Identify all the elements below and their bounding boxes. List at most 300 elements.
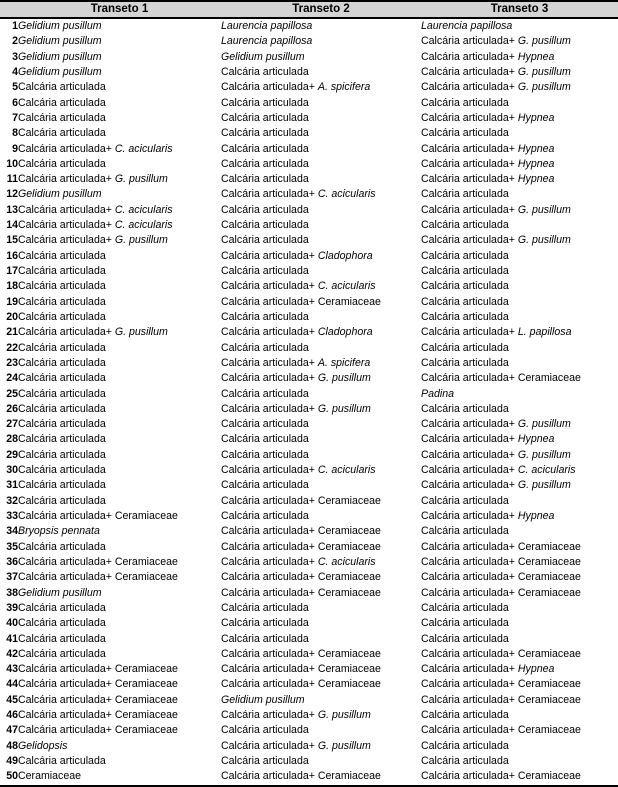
cell-text: Calcária articulada+ xyxy=(421,510,518,522)
transeto-2-cell xyxy=(221,417,421,432)
transeto-3-cell xyxy=(421,708,618,723)
transeto-2-cell xyxy=(221,540,421,555)
cell-text: Calcária articulada+ Ceramiaceae xyxy=(421,586,581,599)
table-row xyxy=(0,662,618,677)
cell-text: Calcária articulada+ xyxy=(221,464,318,477)
transeto-2-cell xyxy=(221,601,421,616)
cell-text: Calcária articulada+ xyxy=(421,35,518,48)
transeto-1-cell xyxy=(18,279,221,294)
cell-text: Calcária articulada+ xyxy=(221,326,318,339)
cell-text: Gelidopsis xyxy=(18,739,68,752)
cell-text: Calcária articulada xyxy=(18,617,106,630)
species-name: Cladophora xyxy=(317,249,373,262)
transeto-1-cell xyxy=(18,555,221,570)
row-number: 37 xyxy=(6,571,18,584)
table-row xyxy=(0,647,618,662)
cell-text: Calcária articulada+ xyxy=(421,81,518,94)
transeto-1-cell xyxy=(18,509,221,524)
transeto-3-cell xyxy=(421,432,618,447)
cell-text: Calcária articulada xyxy=(18,448,106,461)
cell-text: Calcária articulada+ Ceramiaceae xyxy=(421,770,581,783)
transeto-1-cell xyxy=(18,172,221,187)
cell-text: Calcária articulada xyxy=(421,739,509,752)
cell-text: Calcária articulada xyxy=(18,647,106,660)
cell-text: Laurencia papillosa xyxy=(221,20,313,32)
cell-text: Calcária articulada+ Ceramiaceae xyxy=(221,770,381,783)
transeto-3-cell xyxy=(421,18,618,34)
cell-text: Calcária articulada xyxy=(18,96,106,109)
cell-text: Calcária articulada+ Ceramiaceae xyxy=(221,295,381,308)
transeto-2-cell xyxy=(221,570,421,585)
transeto-1-cell xyxy=(18,570,221,585)
transeto-2-cell xyxy=(221,203,421,218)
cell-text: Calcária articulada xyxy=(18,310,106,323)
cell-text: Calcária articulada xyxy=(18,356,106,369)
table-row xyxy=(0,387,618,402)
table-row xyxy=(0,723,618,738)
transeto-1-cell xyxy=(18,34,221,49)
cell-text: Calcária articulada+ xyxy=(18,203,115,216)
cell-text: Calcária articulada xyxy=(221,234,309,247)
cell-text: Calcária articulada xyxy=(221,341,309,354)
table-row xyxy=(0,187,618,202)
transeto-3-cell xyxy=(421,295,618,310)
cell-text: Calcária articulada+ Ceramiaceae xyxy=(421,724,581,737)
transeto-2-cell xyxy=(221,279,421,294)
row-number: 38 xyxy=(6,586,18,599)
table-row xyxy=(0,65,618,80)
cell-text: Calcária articulada xyxy=(18,387,106,400)
row-number: 3 xyxy=(12,50,18,63)
cell-text: Calcária articulada xyxy=(18,402,106,415)
cell-text: Calcária articulada xyxy=(421,219,509,232)
cell-text: Calcária articulada+ xyxy=(18,142,115,155)
table-row xyxy=(0,693,618,708)
cell-text: Calcária articulada xyxy=(221,433,309,446)
cell-text: Calcária articulada+ xyxy=(421,157,518,170)
cell-text: Calcária articulada xyxy=(221,510,309,522)
cell-text: Calcária articulada xyxy=(421,265,509,277)
cell-text: Calcária articulada xyxy=(221,219,309,232)
transeto-3-cell xyxy=(421,325,618,340)
cell-text: Calcária articulada+ xyxy=(421,142,518,155)
transeto-2-cell xyxy=(221,126,421,141)
cell-text: Calcária articulada+ xyxy=(421,418,518,431)
cell-text: Calcária articulada+ xyxy=(421,203,518,216)
cell-text: Calcária articulada+ Ceramiaceae xyxy=(221,540,381,553)
transeto-1-cell xyxy=(18,432,221,447)
row-number: 7 xyxy=(12,111,18,124)
cell-text: Calcária articulada+ xyxy=(421,479,518,492)
transeto-1-cell xyxy=(18,739,221,754)
species-name: G. pusillum xyxy=(317,402,371,415)
cell-text: Gelidium pusillum xyxy=(18,50,102,63)
transeto-3-cell xyxy=(421,172,618,187)
species-name: G. pusillum xyxy=(317,709,371,722)
transeto-1-cell xyxy=(18,341,221,356)
cell-text: Calcária articulada+ Ceramiaceae xyxy=(221,494,381,507)
transeto-3-cell xyxy=(421,478,618,493)
transeto-3-cell xyxy=(421,616,618,631)
transeto-2-cell xyxy=(221,677,421,692)
row-number: 13 xyxy=(6,203,18,216)
cell-text: Laurencia papillosa xyxy=(421,20,513,32)
transeto-3-cell xyxy=(421,555,618,570)
transeto-2-cell xyxy=(221,448,421,463)
cell-text: Calcária articulada xyxy=(18,111,106,124)
row-number: 50 xyxy=(0,769,18,785)
table-row xyxy=(0,111,618,126)
table-row xyxy=(0,754,618,769)
cell-text: Calcária articulada+ xyxy=(221,249,318,262)
transeto-3-cell xyxy=(421,310,618,325)
row-number: 23 xyxy=(6,356,18,369)
transeto-1-cell xyxy=(18,157,221,172)
species-name: G. pusillum xyxy=(317,739,371,752)
table-row xyxy=(0,325,618,340)
transeto-2-cell xyxy=(221,662,421,677)
row-number: 26 xyxy=(6,402,18,415)
cell-text: Calcária articulada xyxy=(18,265,106,277)
cell-text: Calcária articulada+ xyxy=(421,173,518,186)
table-row xyxy=(0,708,618,723)
cell-text: Gelidium pusillum xyxy=(18,188,102,201)
row-number: 39 xyxy=(6,601,18,614)
table-row xyxy=(0,524,618,539)
row-number: 15 xyxy=(6,234,18,247)
transeto-3-cell xyxy=(421,111,618,126)
table-row xyxy=(0,356,618,371)
transeto-2-cell xyxy=(221,96,421,111)
species-name: C. acicularis xyxy=(114,142,173,155)
cell-text: Calcária articulada xyxy=(18,249,106,262)
row-number: 29 xyxy=(6,448,18,461)
transeto-1-cell xyxy=(18,203,221,218)
transeto-3-cell xyxy=(421,723,618,738)
cell-text: Calcária articulada+ xyxy=(221,555,318,568)
transeto-1-cell xyxy=(18,187,221,202)
table-row xyxy=(0,509,618,524)
cell-text: Calcária articulada xyxy=(421,280,509,293)
transeto-1-cell xyxy=(18,387,221,402)
cell-text: Calcária articulada+ Ceramiaceae xyxy=(421,372,581,385)
row-number: 8 xyxy=(12,127,18,140)
species-name: G. pusillum xyxy=(517,418,571,431)
header-row xyxy=(0,1,618,18)
cell-text: Calcária articulada+ Ceramiaceae xyxy=(18,571,178,584)
transeto-2-cell xyxy=(221,555,421,570)
transeto-2-cell xyxy=(221,341,421,356)
cell-text: Gelidium pusillum xyxy=(18,586,102,599)
table-row xyxy=(0,371,618,386)
cell-text: Calcária articulada+ xyxy=(221,739,318,752)
transeto-2-cell xyxy=(221,693,421,708)
transeto-2-cell xyxy=(221,754,421,769)
transeto-2-cell xyxy=(221,325,421,340)
cell-text: Calcária articulada xyxy=(421,617,509,630)
cell-text: Calcária articulada xyxy=(18,280,106,293)
species-name: G. pusillum xyxy=(517,448,571,461)
cell-text: Calcária articulada xyxy=(221,632,309,645)
table-row xyxy=(0,494,618,509)
cell-text: Calcária articulada xyxy=(18,372,106,385)
transeto-2-cell xyxy=(221,157,421,172)
row-number: 19 xyxy=(6,295,18,308)
row-number: 4 xyxy=(12,65,18,78)
cell-text: Calcária articulada+ xyxy=(221,372,318,385)
row-number: 11 xyxy=(6,173,18,186)
row-number: 48 xyxy=(6,739,18,752)
species-name: C. acicularis xyxy=(317,188,376,201)
transeto-3-cell xyxy=(421,677,618,692)
transeto-3-cell xyxy=(421,371,618,386)
transeto-3-cell xyxy=(421,187,618,202)
cell-text: Calcária articulada+ xyxy=(18,234,115,247)
transeto-2-cell xyxy=(221,142,421,157)
row-number: 45 xyxy=(6,693,18,706)
cell-text: Calcária articulada xyxy=(221,601,309,614)
cell-text: Calcária articulada+ xyxy=(421,326,518,339)
transeto-2-cell xyxy=(221,632,421,647)
table-row xyxy=(0,463,618,478)
row-number: 47 xyxy=(6,724,18,737)
cell-text: Gelidium pusillum xyxy=(221,50,305,63)
transeto-3-cell xyxy=(421,769,618,785)
table-row xyxy=(0,172,618,187)
cell-text: Calcária articulada xyxy=(18,540,106,553)
cell-text: Calcária articulada+ xyxy=(18,326,115,339)
transeto-2-cell xyxy=(221,111,421,126)
species-name: C. acicularis xyxy=(317,555,376,568)
transeto-2-cell xyxy=(221,34,421,49)
cell-text: Calcária articulada xyxy=(221,755,309,767)
transeto-1-cell xyxy=(18,417,221,432)
table-row xyxy=(0,80,618,95)
cell-text: Calcária articulada xyxy=(18,341,106,354)
cell-text: Bryopsis pennata xyxy=(18,525,100,538)
row-number: 22 xyxy=(6,341,18,354)
transeto-2-cell xyxy=(221,723,421,738)
cell-text: Calcária articulada xyxy=(421,188,509,201)
transeto-3-cell xyxy=(421,739,618,754)
transeto-2-cell xyxy=(221,524,421,539)
transeto-3-cell xyxy=(421,356,618,371)
table-row xyxy=(0,632,618,647)
cell-text: Padina xyxy=(421,387,454,400)
table-row xyxy=(0,402,618,417)
row-number: 43 xyxy=(6,663,18,676)
row-number: 2 xyxy=(12,35,18,48)
cell-text: Calcária articulada+ Ceramiaceae xyxy=(421,693,581,706)
transeto-2-cell xyxy=(221,233,421,248)
cell-text: Calcária articulada xyxy=(18,479,106,492)
transeto-2-cell xyxy=(221,478,421,493)
cell-text: Calcária articulada+ Ceramiaceae xyxy=(421,540,581,553)
cell-text: Calcária articulada xyxy=(18,632,106,645)
cell-text: Calcária articulada+ Ceramiaceae xyxy=(18,693,178,706)
cell-text: Gelidium pusillum xyxy=(221,693,305,706)
transeto-1-cell xyxy=(18,402,221,417)
transeto-2-cell xyxy=(221,402,421,417)
table-row xyxy=(0,295,618,310)
cell-text: Calcária articulada xyxy=(421,755,509,767)
transeto-1-cell xyxy=(18,524,221,539)
cell-text: Laurencia papillosa xyxy=(221,35,313,48)
table-row xyxy=(0,616,618,631)
transeto-2-cell xyxy=(221,432,421,447)
transeto-1-cell xyxy=(18,647,221,662)
row-number: 10 xyxy=(6,157,18,170)
cell-text: Calcária articulada xyxy=(221,96,309,109)
transeto-1-cell xyxy=(18,494,221,509)
cell-text: Calcária articulada xyxy=(18,127,106,140)
row-number: 49 xyxy=(6,755,18,767)
row-number: 18 xyxy=(6,280,18,293)
transeto-1-cell xyxy=(18,18,221,34)
transeto-2-cell xyxy=(221,387,421,402)
transeto-2-cell xyxy=(221,172,421,187)
cell-text: Calcária articulada+ Ceramiaceae xyxy=(18,724,178,737)
transeto-3-cell xyxy=(421,233,618,248)
row-number: 17 xyxy=(6,265,18,277)
species-name: G. pusillum xyxy=(114,173,168,186)
transeto-2-cell xyxy=(221,371,421,386)
cell-text: Calcária articulada+ Ceramiaceae xyxy=(421,647,581,660)
transeto-1-cell xyxy=(18,218,221,233)
cell-text: Calcária articulada xyxy=(221,448,309,461)
transeto-1-cell xyxy=(18,448,221,463)
cell-text: Calcária articulada xyxy=(18,494,106,507)
transeto-3-cell xyxy=(421,142,618,157)
species-name: G. pusillum xyxy=(517,81,571,94)
transeto-3-cell xyxy=(421,80,618,95)
transeto-1-cell xyxy=(18,264,221,279)
cell-text: Calcária articulada+ Ceramiaceae xyxy=(221,647,381,660)
cell-text: Calcária articulada+ xyxy=(421,663,518,676)
transeto-2-cell xyxy=(221,708,421,723)
table-row xyxy=(0,142,618,157)
species-name: G. pusillum xyxy=(114,326,168,339)
row-number: 42 xyxy=(6,647,18,660)
cell-text: Calcária articulada xyxy=(18,433,106,446)
species-name: G. pusillum xyxy=(317,372,371,385)
row-number: 27 xyxy=(6,418,18,431)
cell-text: Gelidium pusillum xyxy=(18,20,102,32)
cell-text: Calcária articulada+ xyxy=(221,709,318,722)
transeto-1-cell xyxy=(18,356,221,371)
cell-text: Calcária articulada xyxy=(421,525,509,538)
species-name: G. pusillum xyxy=(517,479,571,492)
table-row xyxy=(0,586,618,601)
transeto-3-cell xyxy=(421,126,618,141)
transeto-1-cell xyxy=(18,142,221,157)
table-row xyxy=(0,34,618,49)
transeto-3-cell xyxy=(421,218,618,233)
cell-text: Ceramiaceae xyxy=(18,770,82,783)
table-row xyxy=(0,96,618,111)
row-number: 44 xyxy=(6,678,18,691)
row-number: 35 xyxy=(6,540,18,553)
cell-text: Calcária articulada xyxy=(221,724,309,737)
cell-text: Calcária articulada xyxy=(421,341,509,354)
transeto-2-cell xyxy=(221,356,421,371)
species-name: G. pusillum xyxy=(517,203,571,216)
table-row xyxy=(0,203,618,218)
table-row xyxy=(0,601,618,616)
species-name: L. papillosa xyxy=(517,326,572,339)
transeto-1-cell xyxy=(18,96,221,111)
row-number: 36 xyxy=(6,555,18,568)
cell-text: Calcária articulada xyxy=(221,479,309,492)
transeto-3-cell xyxy=(421,34,618,49)
transeto-3-cell xyxy=(421,524,618,539)
transeto-2-cell xyxy=(221,509,421,524)
cell-text: Calcária articulada xyxy=(18,295,106,308)
transeto-3-cell xyxy=(421,448,618,463)
transeto-3-cell xyxy=(421,417,618,432)
table-body xyxy=(0,18,618,786)
cell-text: Calcária articulada+ Ceramiaceae xyxy=(221,663,381,676)
cell-text: Calcária articulada xyxy=(421,127,509,140)
transeto-3-cell xyxy=(421,662,618,677)
cell-text: Calcária articulada xyxy=(421,494,509,507)
transeto-2-cell xyxy=(221,187,421,202)
cell-text: Calcária articulada xyxy=(421,402,509,415)
species-name: G. pusillum xyxy=(517,65,571,78)
cell-text: Calcária articulada+ xyxy=(18,173,115,186)
row-number: 16 xyxy=(6,249,18,262)
transeto-3-cell xyxy=(421,601,618,616)
transeto-3-cell xyxy=(421,249,618,264)
transeto-2-cell xyxy=(221,249,421,264)
cell-text: Calcária articulada+ xyxy=(221,402,318,415)
cell-text: Calcária articulada xyxy=(221,173,309,186)
row-number: 34 xyxy=(6,525,18,538)
transeto-1-cell xyxy=(18,478,221,493)
cell-text: Calcária articulada+ xyxy=(221,81,318,94)
species-name: C. acicularis xyxy=(517,464,576,477)
cell-text: Calcária articulada xyxy=(221,65,309,78)
cell-text: Calcária articulada xyxy=(18,601,106,614)
row-number: 28 xyxy=(6,433,18,446)
species-name: G. pusillum xyxy=(114,234,168,247)
species-name: Hypnea xyxy=(517,50,555,63)
transeto-1-cell xyxy=(18,249,221,264)
transeto-1-cell xyxy=(18,632,221,647)
transeto-3-cell xyxy=(421,50,618,65)
transeto-3-cell xyxy=(421,693,618,708)
transeto-2-cell xyxy=(221,647,421,662)
cell-text: Calcária articulada+ xyxy=(421,234,518,247)
transeto-3-cell xyxy=(421,632,618,647)
species-name: A. spicifera xyxy=(317,81,371,94)
transeto-2-cell xyxy=(221,80,421,95)
transeto-3-cell xyxy=(421,402,618,417)
cell-text: Calcária articulada xyxy=(421,601,509,614)
cell-text: Calcária articulada+ xyxy=(18,219,115,232)
cell-text: Calcária articulada+ xyxy=(221,280,318,293)
table-row xyxy=(0,157,618,172)
cell-text: Calcária articulada xyxy=(221,111,309,124)
transeto-2-cell xyxy=(221,586,421,601)
transeto-3-cell xyxy=(421,203,618,218)
transeto-1-cell xyxy=(18,233,221,248)
species-name: Hypnea xyxy=(517,157,555,170)
table-row xyxy=(0,677,618,692)
table-row xyxy=(0,540,618,555)
table-row xyxy=(0,50,618,65)
transeto-3-cell xyxy=(421,157,618,172)
